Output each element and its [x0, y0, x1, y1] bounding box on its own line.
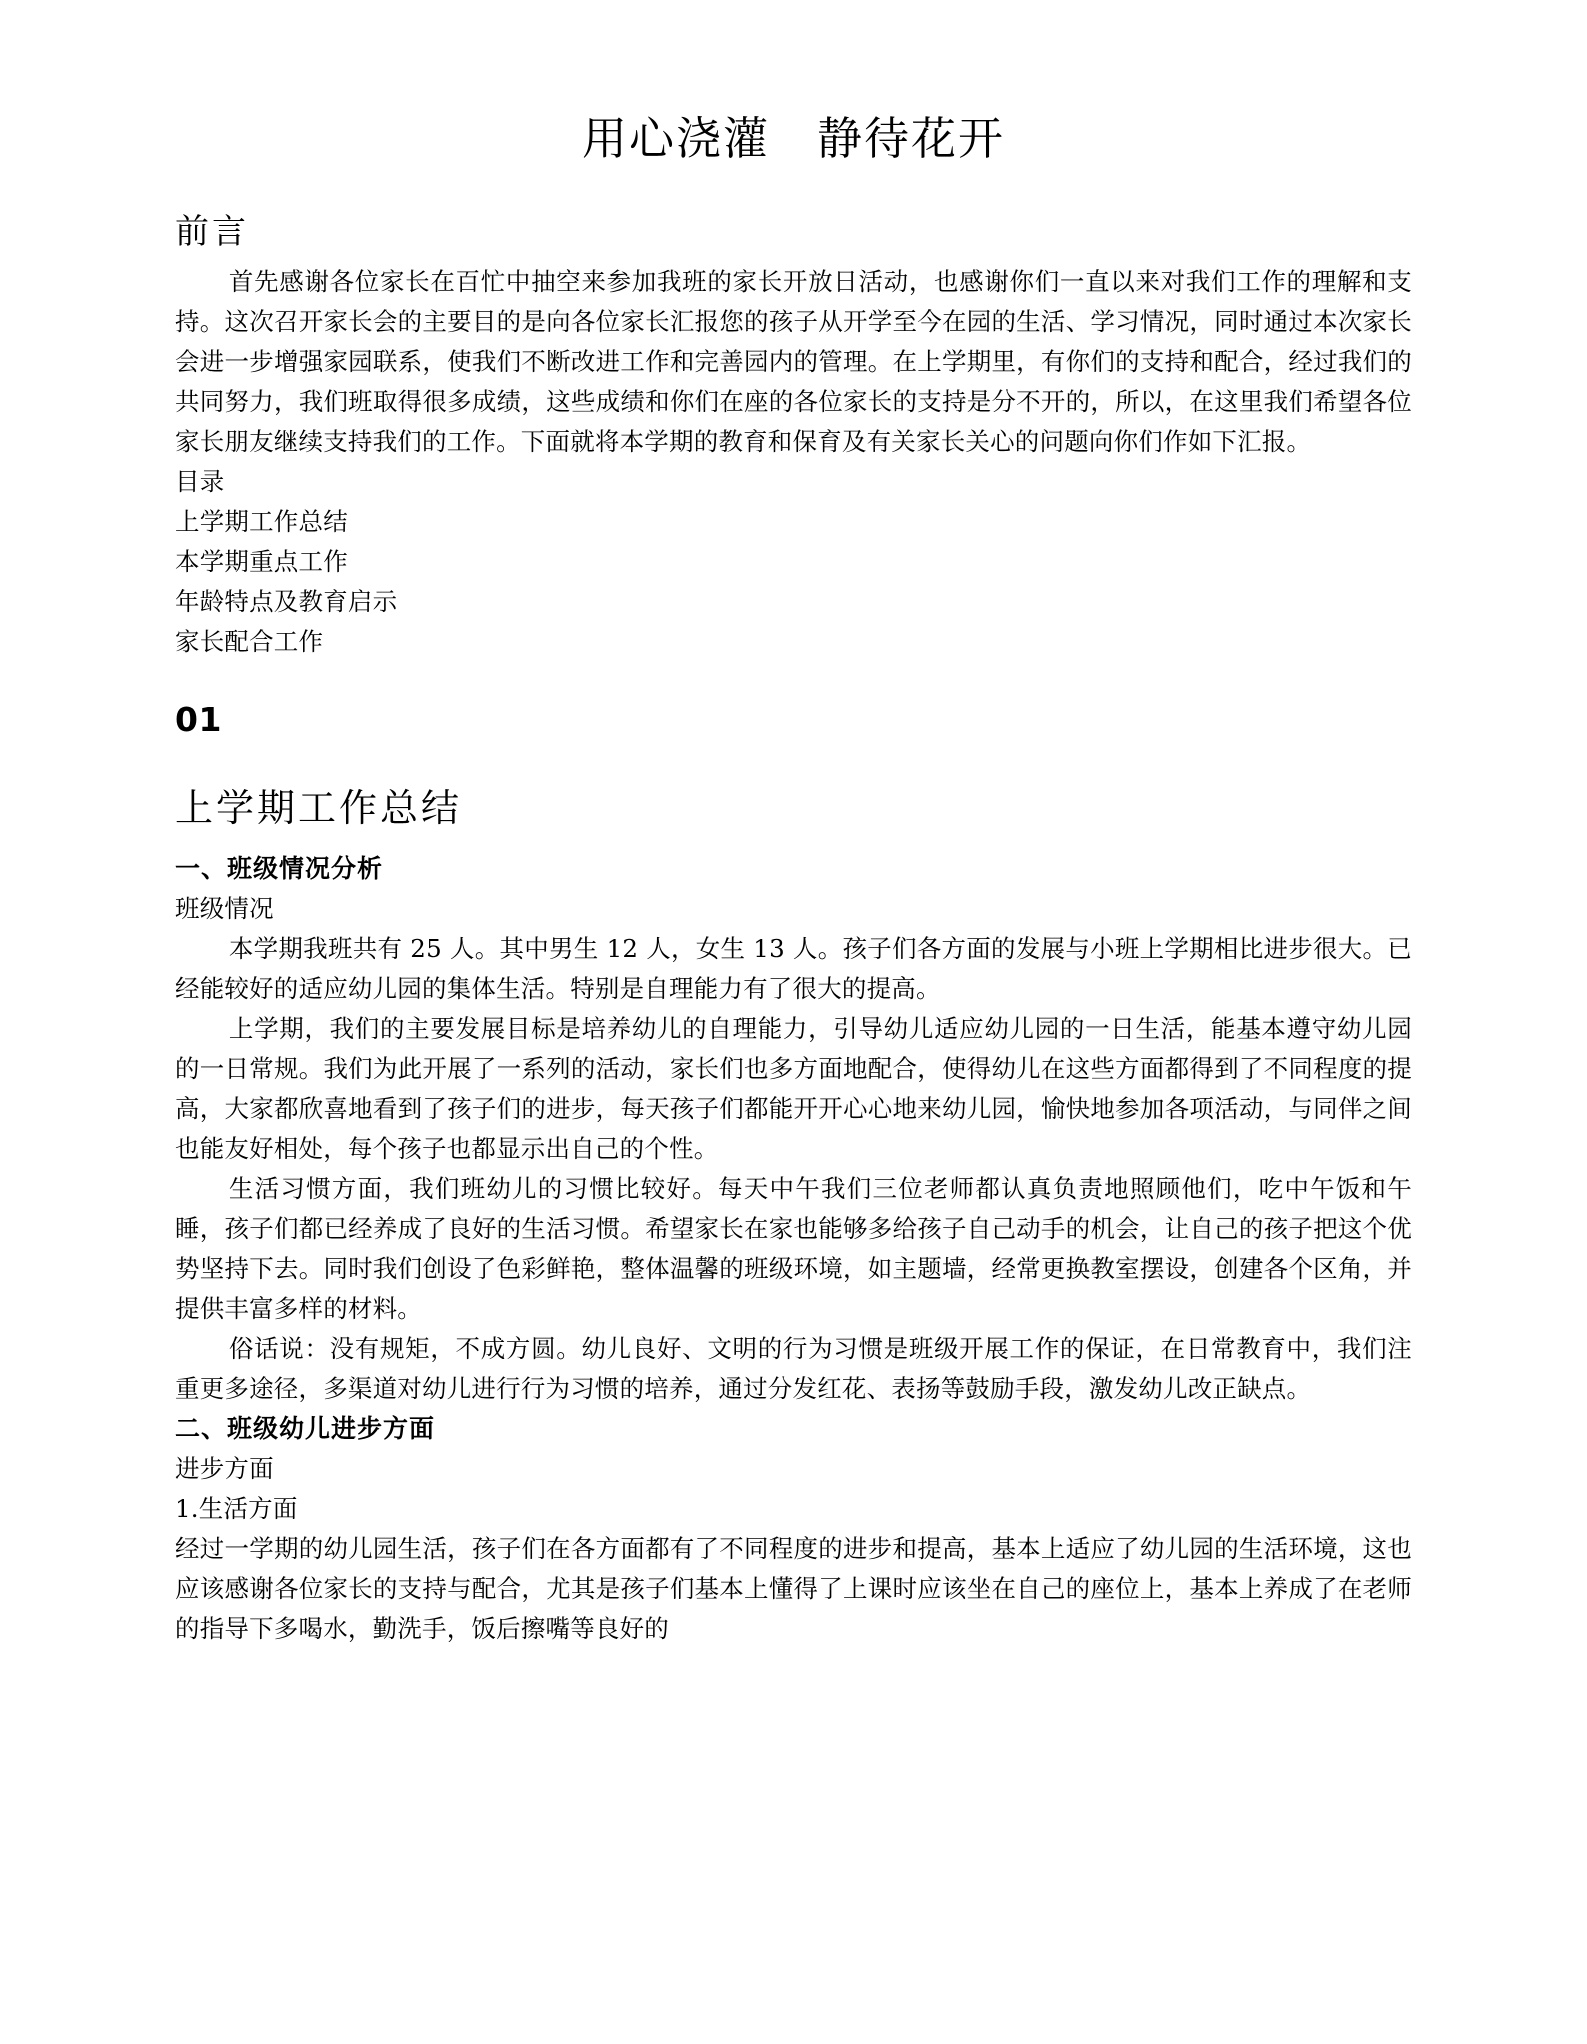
toc-item-4[interactable]: 家长配合工作 — [175, 626, 324, 656]
subsection-heading-1: 一、班级情况分析 — [175, 853, 384, 883]
toc-item-2[interactable]: 本学期重点工作 — [175, 546, 348, 576]
subsection-item-heading-1: 1.生活方面 — [175, 1493, 298, 1523]
toc-label: 目录 — [175, 466, 225, 496]
rules-paragraph: 俗话说：没有规矩，不成方圆。幼儿良好、文明的行为习惯是班级开展工作的保证，在日常教育中，我们注重更多途径，多渠道对幼儿进行行为习惯的培养，通过分发红花、表扬等鼓励手段，激发幼儿改正缺点。 — [175, 1333, 1412, 1403]
class-stats-paragraph: 本学期我班共有 25 人。其中男生 12 人，女生 13 人。孩子们各方面的发展与小班上学期相比进步很大。已经能较好的适应幼儿园的集体生活。特别是自理能力有了很大的提高。 — [175, 933, 1412, 1003]
toc-item-1[interactable]: 上学期工作总结 — [175, 506, 348, 536]
page-title: 用心浇灌 静待花开 — [581, 112, 1005, 165]
toc-item-3[interactable]: 年龄特点及教育启示 — [175, 586, 398, 616]
preface-heading: 前言 — [175, 212, 249, 252]
subsection-heading-2: 二、班级幼儿进步方面 — [175, 1413, 436, 1443]
goals-paragraph: 上学期，我们的主要发展目标是培养幼儿的自理能力，引导幼儿适应幼儿园的一日生活，能基本遵守幼儿园的一日常规。我们为此开展了一系列的活动，家长们也多方面地配合，使得幼儿在这些方面都得到了不同程度的提高，大家都欣喜地看到了孩子们的进步，每天孩子们都能开开心心地来幼儿园，愉快地参加各项活动，与同伴之间也能友好相处，每个孩子也都显示出自己的个性。 — [175, 1013, 1412, 1163]
section-number-01: 01 — [175, 699, 222, 739]
section-title-01: 上学期工作总结 — [175, 786, 463, 831]
subsection-label-2: 进步方面 — [175, 1453, 274, 1483]
subsection-label-1: 班级情况 — [175, 893, 274, 923]
habits-paragraph: 生活习惯方面，我们班幼儿的习惯比较好。每天中午我们三位老师都认真负责地照顾他们，吃中午饭和午睡，孩子们都已经养成了良好的生活习惯。希望家长在家也能够多给孩子自己动手的机会，让自己的孩子把这个优势坚持下去。同时我们创设了色彩鲜艳，整体温馨的班级环境，如主题墙，经常更换教室摆设，创建各个区角，并提供丰富多样的材料。 — [175, 1173, 1412, 1323]
life-aspect-paragraph: 经过一学期的幼儿园生活，孩子们在各方面都有了不同程度的进步和提高，基本上适应了幼儿园的生活环境，这也应该感谢各位家长的支持与配合，尤其是孩子们基本上懂得了上课时应该坐在自己的座位上，基本上养成了在老师的指导下多喝水，勤洗手，饭后擦嘴等良好的 — [175, 1533, 1412, 1643]
preface-paragraph: 首先感谢各位家长在百忙中抽空来参加我班的家长开放日活动，也感谢你们一直以来对我们工作的理解和支持。这次召开家长会的主要目的是向各位家长汇报您的孩子从开学至今在园的生活、学习情况，同时通过本次家长会进一步增强家园联系，使我们不断改进工作和完善园内的管理。在上学期里，有你们的支持和配合，经过我们的共同努力，我们班取得很多成绩，这些成绩和你们在座的各位家长的支持是分不开的，所以，在这里我们希望各位家长朋友继续支持我们的工作。下面就将本学期的教育和保育及有关家长关心的问题向你们作如下汇报。 — [175, 266, 1412, 456]
